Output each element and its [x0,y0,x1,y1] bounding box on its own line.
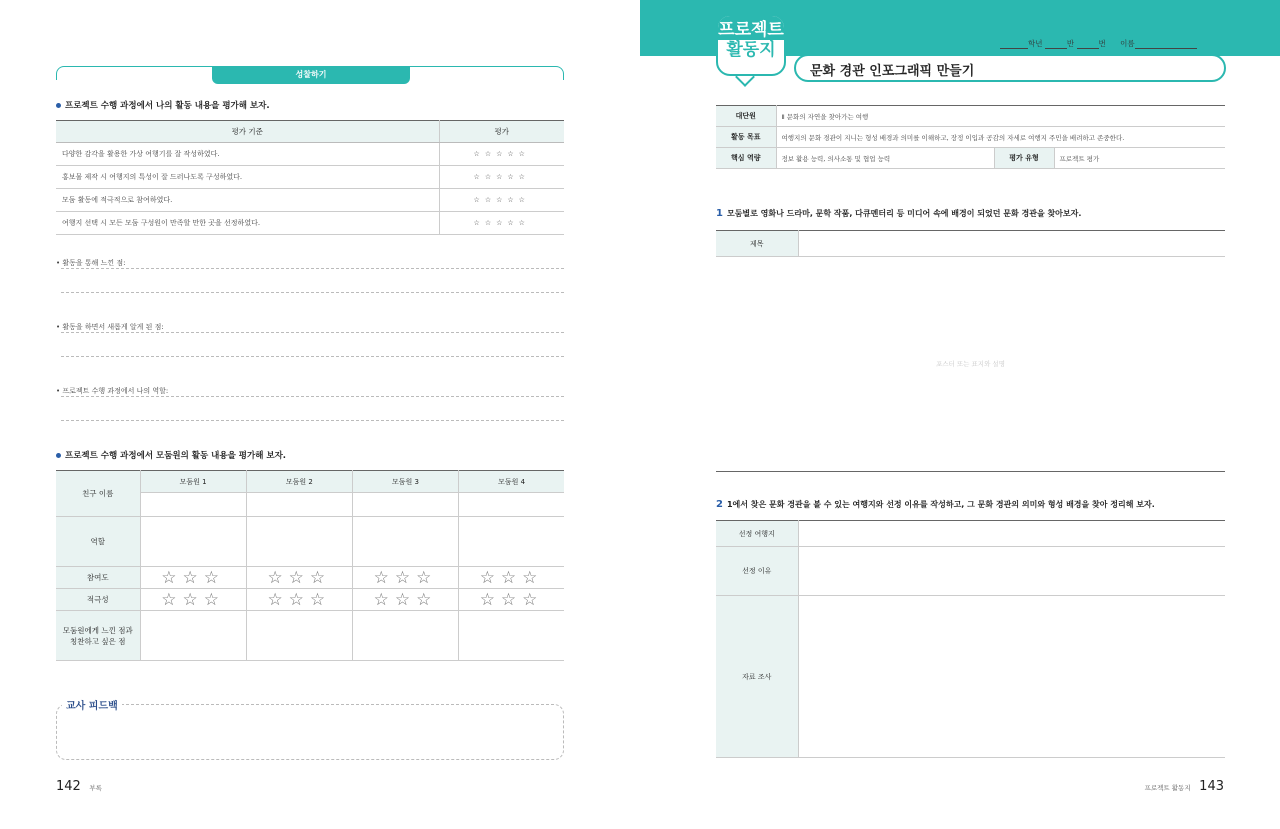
writing-line[interactable] [61,420,564,421]
destination-table [716,520,1225,758]
member-header: 모둠원 1 [140,471,246,493]
criteria-cell: 여행지 선택 시 모든 모둠 구성원이 만족할 만한 곳을 선정하였다. [56,212,439,235]
star-rating[interactable]: ☆☆☆☆☆ [439,166,564,189]
unit-value: Ⅱ 문화의 자연을 찾아가는 여행 [776,106,1225,127]
research-input-cell[interactable] [798,596,1225,758]
media-title-table [716,230,1225,257]
feelings-input-cell[interactable] [459,611,564,661]
reflection-learned-label: • 활동을 하면서 새롭게 알게 된 점: [56,323,164,331]
feelings-label: 모둠원에게 느낀 점과 칭찬하고 싶은 점 [56,611,140,661]
page-number: 143 [1199,779,1224,794]
role-input-cell[interactable] [140,517,246,567]
star-rating[interactable]: ☆☆☆ [459,589,564,611]
criteria-cell: 다양한 감각을 활용한 가상 여행기를 잘 작성하였다. [56,143,439,166]
star-rating[interactable]: ☆☆☆☆☆ [439,189,564,212]
class-blank[interactable] [1045,40,1067,49]
unit-label: 대단원 [716,106,776,127]
self-eval-table [56,120,564,235]
badge-line-2: 활동지 [726,40,776,60]
star-rating[interactable]: ☆☆☆☆☆ [439,143,564,166]
writing-line[interactable] [61,396,564,397]
name-input-cell[interactable] [140,493,246,517]
star-rating[interactable]: ☆☆☆☆☆ [439,212,564,235]
table-row [56,212,564,235]
page-section: 부록 [89,784,102,792]
name-input-cell[interactable] [246,493,352,517]
number-blank[interactable] [1077,40,1099,49]
role-input-cell[interactable] [459,517,564,567]
writing-line[interactable] [61,356,564,357]
writing-line[interactable] [61,292,564,293]
feelings-input-cell[interactable] [352,611,458,661]
star-rating[interactable]: ☆☆☆ [140,567,246,589]
reflection-role-label: • 프로젝트 수행 과정에서 나의 역할: [56,387,169,395]
feelings-input-cell[interactable] [140,611,246,661]
role-label: 역할 [56,517,140,567]
eval-type-label: 평가 유형 [994,148,1054,169]
star-rating[interactable]: ☆☆☆ [352,567,458,589]
page-title: 문화 경관 인포그래픽 만들기 [810,64,975,79]
reason-input-cell[interactable] [798,547,1225,596]
role-input-cell[interactable] [352,517,458,567]
teacher-feedback-box[interactable] [56,704,564,760]
title-label: 제목 [716,231,798,257]
left-page-footer [56,779,102,794]
member-header: 모둠원 4 [459,471,564,493]
member-header: 모둠원 3 [352,471,458,493]
competency-label: 핵심 역량 [716,148,776,169]
badge-line-1: 프로젝트 [718,20,784,40]
criteria-cell: 모둠 활동에 적극적으로 참여하였다. [56,189,439,212]
name-input-cell[interactable] [352,493,458,517]
name-input-cell[interactable] [459,493,564,517]
activeness-label: 적극성 [56,589,140,611]
competency-value: 정보 활용 능력, 의사소통 및 협업 능력 [776,148,994,169]
star-rating[interactable]: ☆☆☆ [352,589,458,611]
peer-eval-table [56,470,564,661]
grade-blank[interactable] [1000,40,1028,49]
self-eval-heading: 프로젝트 수행 과정에서 나의 활동 내용을 평가해 보자. [56,99,270,111]
role-input-cell[interactable] [246,517,352,567]
goal-label: 활동 목표 [716,127,776,148]
section-1-heading: 1 모둠별로 영화나 드라마, 문학 작품, 다큐멘터리 등 미디어 속에 배경이 되었던 문화 경관을 찾아보자. [716,208,1082,219]
bullet-dot-icon [56,453,61,458]
student-info-line: 학년 반 번 이름 [1000,38,1197,49]
section-2-heading: 2 1에서 찾은 문화 경관을 볼 수 있는 여행지와 선정 이유를 작성하고, 그 문화 경관의 의미와 형성 배경을 찾아 정리해 보자. [716,499,1155,510]
reason-label: 선정 이유 [716,547,798,596]
feelings-input-cell[interactable] [246,611,352,661]
star-rating[interactable]: ☆☆☆ [459,567,564,589]
bullet-dot-icon [56,103,61,108]
eval-type-value: 프로젝트 평가 [1054,148,1225,169]
member-header: 모둠원 2 [246,471,352,493]
destination-label: 선정 여행지 [716,521,798,547]
star-rating[interactable]: ☆☆☆ [246,589,352,611]
star-rating[interactable]: ☆☆☆ [140,589,246,611]
table-row [56,166,564,189]
goal-value: 여행지의 문화 경관이 지니는 형성 배경과 의미를 이해하고, 장정 이입과 공감의 자세로 여행지 주민을 배려하고 존중한다. [776,127,1225,148]
participation-label: 참여도 [56,567,140,589]
name-blank[interactable] [1135,40,1197,49]
criteria-cell: 홍보물 제작 시 여행지의 특성이 잘 드러나도록 구성하였다. [56,166,439,189]
teacher-feedback-title: 교사 피드백 [62,697,122,712]
table-row [56,189,564,212]
activity-info-table [716,105,1225,169]
research-label: 자료 조사 [716,596,798,758]
title-input-cell[interactable] [798,231,1225,257]
star-rating[interactable]: ☆☆☆ [246,567,352,589]
rating-header: 평가 [439,121,564,143]
destination-input-cell[interactable] [798,521,1225,547]
friend-name-label: 친구 이름 [56,471,140,517]
table-row [56,143,564,166]
page-number: 142 [56,779,81,794]
poster-hint: 포스터 또는 표지와 설명 [936,360,1005,368]
reflection-felt-label: • 활동을 통해 느낀 점: [56,259,126,267]
page-section: 프로젝트 활동지 [1144,784,1191,792]
reflection-tab: 성찰하기 [212,66,410,84]
right-page-footer [1145,779,1224,794]
writing-line[interactable] [61,268,564,269]
peer-eval-heading: 프로젝트 수행 과정에서 모둠원의 활동 내용을 평가해 보자. [56,449,286,461]
writing-line[interactable] [61,332,564,333]
criteria-header: 평가 기준 [56,121,439,143]
